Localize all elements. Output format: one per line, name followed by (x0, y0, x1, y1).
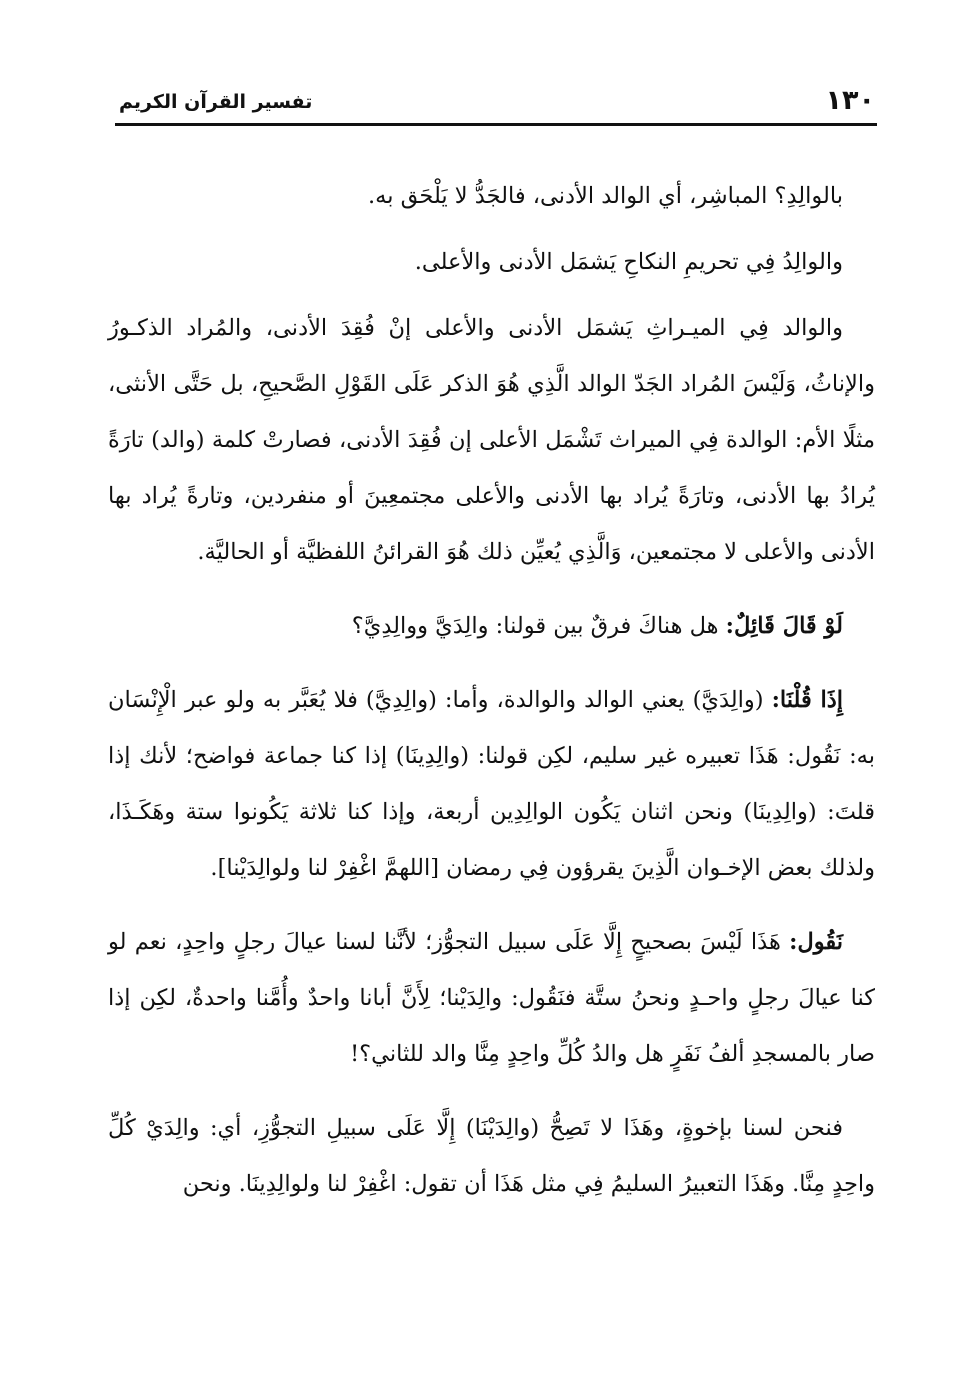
body-text (108, 168, 875, 1230)
paragraph-text: والوالِدُ فِي تحريمِ النكاحِ يَشمَل الأدنى والأعلى. (414, 249, 843, 275)
question-label: لَوْ قَالَ قَائِلٌ: (725, 613, 843, 639)
paragraph (108, 234, 875, 290)
paragraph-text: بالوالِدِ؟ المباشِر، أي الوالد الأدنى، فالجَدُّ لا يَلْحَق به. (368, 183, 843, 209)
question-paragraph (108, 598, 875, 654)
paragraph-text: فنحن لسنا بإخوةٍ، وهَذَا لا تَصِحُّ (والِدَيْنَا) إِلَّا عَلَى سبيلِ التجوُّزِ، أي: والِدَيْ كُلِّ واحِدٍ مِنَّا. وهَذَا التعبيرُ السليمُ فِي مثل هَذَا أن تقول: اغْفِرْ لنا ولوالِدِينَا. ونحن (108, 1115, 875, 1197)
paragraph-text: هَذَا لَيْسَ بصحيحٍ إِلَّا عَلَى سبيل التجوُّز؛ لأنَّنا لسنا عيالَ رجلٍ واحِدٍ، نعم لو كنا عيالَ رجلٍ واحـدٍ ونحنُ ستَّة فنَقُول: والِدَيْنا؛ لِأَنَّ أبانا واحدٌ وأُمَّنا واحدةٌ، لكِن إذا صار بالمسجدِ ألفُ نَفَرٍ هل والدُ كُلِّ واحِدٍ مِنَّا والد للثاني؟! (108, 929, 875, 1067)
answer-label: إِذَا قُلْنَا: (771, 687, 844, 713)
paragraph (108, 300, 875, 580)
paragraph-text: والوالد فِي الميـراثِ يَشمَل الأدنى والأعلى إنْ فُقِدَ الأدنى، والمُراد الذكـورُ والإناثُ، وَلَيْسَ المُراد الجَدّ الوالد الَّذِي هُوَ الذكر عَلَى القَوْلِ الصَّحيحِ، بل حَتَّى الأنثى، مثلًا الأم: الوالدة فِي الميراث تَشْمَل الأعلى إن فُقِدَ الأدنى، فصارتْ كلمة (والد) تارَةً يُرادُ بها الأدنى، وتارَةً يُراد بها الأدنى والأعلى مجتمعِينَ أو منفردين، وتارةً يُراد بها الأدنى والأعلى لا مجتمعين، وَالَّذِي يُعيِّن ذلك هُوَ القرائنُ اللفظيَّة أو الحاليَّة. (108, 315, 875, 565)
running-title: تفسير القرآن الكريم (119, 91, 313, 113)
answer-paragraph (108, 672, 875, 896)
answer-paragraph (108, 914, 875, 1082)
paragraph (108, 168, 875, 224)
paragraph (108, 1100, 875, 1212)
header-divider (115, 123, 877, 126)
answer-label: نَقُول: (789, 929, 843, 955)
paragraph-text: (والِدَيَّ) يعني الوالد والوالدة، وأما: (والِدِيَّ) فلا يُعَبَّر به ولو عبر الْإِنْسَان به: نَقُول: هَذَا تعبيره غير سليم، لكِن قولنا: (والِدِينَا) إذا كنا جماعة فواضح؛ لأنك إذا قلتَ: (والِدِينَا) ونحن اثنان يَكُون الوالِدِين أربعة، وإذا كنا ثلاثة يَكُونوا ستة وهَكَـذَا، ولذلك بعض الإخـوان الَّذِينَ يقرؤون فِي رمضان [اللهمَّ اغْفِرْ لنا ولوالِدَيْنا]. (108, 687, 875, 881)
paragraph-text: هل هناكَ فرقٌ بين قولنا: والِدَيَّ ووالِدِيَّ؟ (351, 613, 726, 639)
page-header (115, 82, 877, 126)
page-number: ١٣٠ (825, 85, 875, 116)
